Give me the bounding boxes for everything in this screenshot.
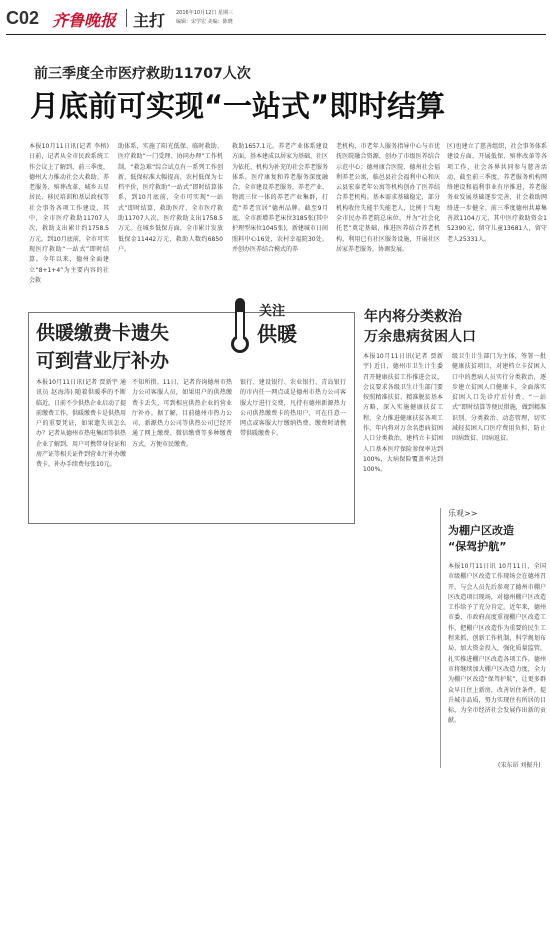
- lead-column-3: 救助1657.1元。养老产业体系建设方面，基本建成以居家为基础、社区为依托、机构为补充的社会养老服务体系，医疗康复和养老服务深度融合，全市建设养老服务，养老产业、物流三位一体的养老产业集群，打造“养老宜居”德州品牌。截至9月底，全市新增养老床位3185张(其中护理型床位1045张)，新建城市日间照料中心16处，农村幸福院30处。并创办医养结合模式的养: [232, 143, 328, 253]
- heating-column-2: 不知所措。11日，记者咨询德州市热力公司客服人员，如果用户的供热缴费卡丢失，可到相应供热企业的营业厅补办。据了解，目前德州市热力公司、新源热力公司等供热公司已经开通了网上缴费、微信缴费等多种缴费方式，方便市民缴费。: [132, 379, 232, 448]
- lead-column-1: 本报10月11日讯(记者 李榕) 日前，记者从全市民政系统工作会议上了解到，前三季度，德州大力推动社会大救助、养老服务、殡葬改革、城乡五星居民、移民培训和基层政权等社会事务各项工作建设，其中，全市医疗救助11707人次，救助支出累计约1758.5万元。到10月底前，全市可实现医疗救助“一站式”即时结算。今年以来，德州全面建立“8+1+4”为主要内容的社会救: [29, 143, 109, 284]
- section-title: 主打: [133, 11, 166, 30]
- editor-line: 编辑：宋学宏 美编：陈晓: [176, 19, 233, 25]
- date-line: 2016年10月12日 星期三: [176, 10, 234, 16]
- sidebar-divider: [440, 508, 441, 768]
- sidebar-tag: 乐观>>: [448, 509, 478, 518]
- page-code: C02: [6, 8, 40, 28]
- sidebar-byline: (宋东昂 刘振升): [498, 762, 541, 769]
- care-badge-bottom: 供暖: [257, 322, 297, 346]
- lead-headline: 月底前可实现“一站式”即时结算: [30, 89, 446, 123]
- heating-column-3: 银行、建设银行、农业银行、青岛银行的市内任一网点或是德州市热力公司客服大厅进行交费，凡持有德州新源热力公司供热缴费卡的热用户，可在任意一网点或客服大厅缴纳热费。缴费时请携带供暖缴费卡。: [240, 379, 346, 438]
- lead-kicker: 前三季度全市医疗救助11707人次: [34, 66, 251, 82]
- health-title-line-2: 万余患病贫困人口: [364, 329, 476, 345]
- lead-column-4: 老机构，市老年人服务指导中心与市优抚医院融合资源，创办了市级医养结合示范中心；德州康合医院、德州社会福利养老公寓，临邑县社会福利中心和庆云县宏泰老年公寓等机构创办了医养结合养老机构。基本需求基础稳定，部分机构收住失能半失能老人，比例于当地全市民办养老院总床位，并为“社会化托老”奠定基础，推进医养结合养老机构，利用已有社区服务设施，开展社区居家养老服务，协调发展。: [336, 143, 440, 253]
- health-column-1: 本报10月11日讯(记者 贾新宇) 近日，德州市卫生计生委召开健康扶贫工作推进会议，会议要求各级卫生计生部门要按照精准扶贫、精准脱贫基本方略，深入实施健康扶贫工程，全力推进健康扶贫各项工作，年内将对万余名患病贫困人口分类救治，建档立卡贫困人口基本医疗保险参保率达到100%，大病保险覆盖率达到100%。: [363, 353, 443, 474]
- page-header: [0, 0, 550, 34]
- heating-column-1: 本报10月11日讯(记者 贾新宇 通讯员 赵海涛) 随着供暖季的不断临近，日前不少供热企业启动了提前缴费工作，供暖缴费卡是供热用户的重要凭证，如果遗失该怎么办？记者从德州市热电集团等供热企业了解到，用户可携带身份证和房产证等相关证件到营业厅补办缴费卡，补办手续费每张10元。: [36, 379, 126, 469]
- heating-title-line-1: 供暖缴费卡遗失: [36, 322, 170, 344]
- sidebar-title-line-2: “保驾护航”: [448, 540, 507, 553]
- heating-title-line-2: 可到营业厅补办: [36, 350, 170, 372]
- newspaper-logo: 齐鲁晚报: [52, 11, 117, 30]
- sidebar-body: 本报10月11日讯 10月11日，全国市级棚户区改造工作现场会在德州召开，与会人员先后参观了德州市棚户区改造项目现场，对德州棚户区改造工作给予了充分肯定。近年来，德州市委、市政府高度重视棚户区改造工作，把棚户区改造作为重要的民生工程来抓，创新工作机制，科学规划布局，加大资金投入，强化质量监管，扎实推进棚户区改造各项工作。德州市将继续加大棚户区改造力度，全力为棚户区改造“保驾护航”，让更多群众早日住上新房，改善居住条件，提升城市品质，努力实现住有所居的目标，为全市经济社会发展作出新的贡献。: [448, 563, 546, 725]
- care-badge-top: 关注: [259, 304, 286, 319]
- health-title-line-1: 年内将分类救治: [364, 309, 462, 325]
- care-heating-badge: [225, 296, 325, 360]
- lead-column-5: 区)也建立了慈善组织，社会事务体系建设方面，开展低保、殡葬改革等各项工作，社会各界共同参与慈善活动，截至前三季度，养老服务机构网络建设和福利事业有序推进，养老服务业发展基础逐步完善，社会救助网络进一步健全。前三季度德州共募集善款1104万元，其中医疗救助资金152390元，留守儿童13681人，留守老人25331人。: [447, 143, 547, 243]
- header-rule: [6, 34, 546, 35]
- sidebar-title-line-1: 为棚户区改造: [448, 524, 514, 537]
- lead-column-2: 助体系，实施了阳光低保、临时救助、医疗救助“一门受理、协同办理”工作机制。“救急难”综合试点有一系列工作创新，低保标准大幅提高，农村低保为七档平价，医疗救助“一站式”即时结算体系，到10月底前，全市可实现“一站式”即时结算，救助医疗、全市医疗救助11707人次，医疗救助支出1758.5万元。在城乡低保方面，全市累计发放低保金11442万元，救助人数约6850户。: [118, 143, 223, 253]
- thermometer-icon: [225, 296, 255, 356]
- health-column-2: 级卫生计生部门为主体，签署一批健康扶贫项目，对建档立卡贫困人口中的患病人员实行分类救治，逐步建立贫困人口健康卡，全面落实贫困人口先诊疗后付费、“一站式”即时结算等便民措施，做到精准识别、分类救治、动态管理，切实减轻贫困人口医疗费用负担，防止因病致贫、因病返贫。: [452, 353, 546, 443]
- header-divider: [126, 9, 127, 27]
